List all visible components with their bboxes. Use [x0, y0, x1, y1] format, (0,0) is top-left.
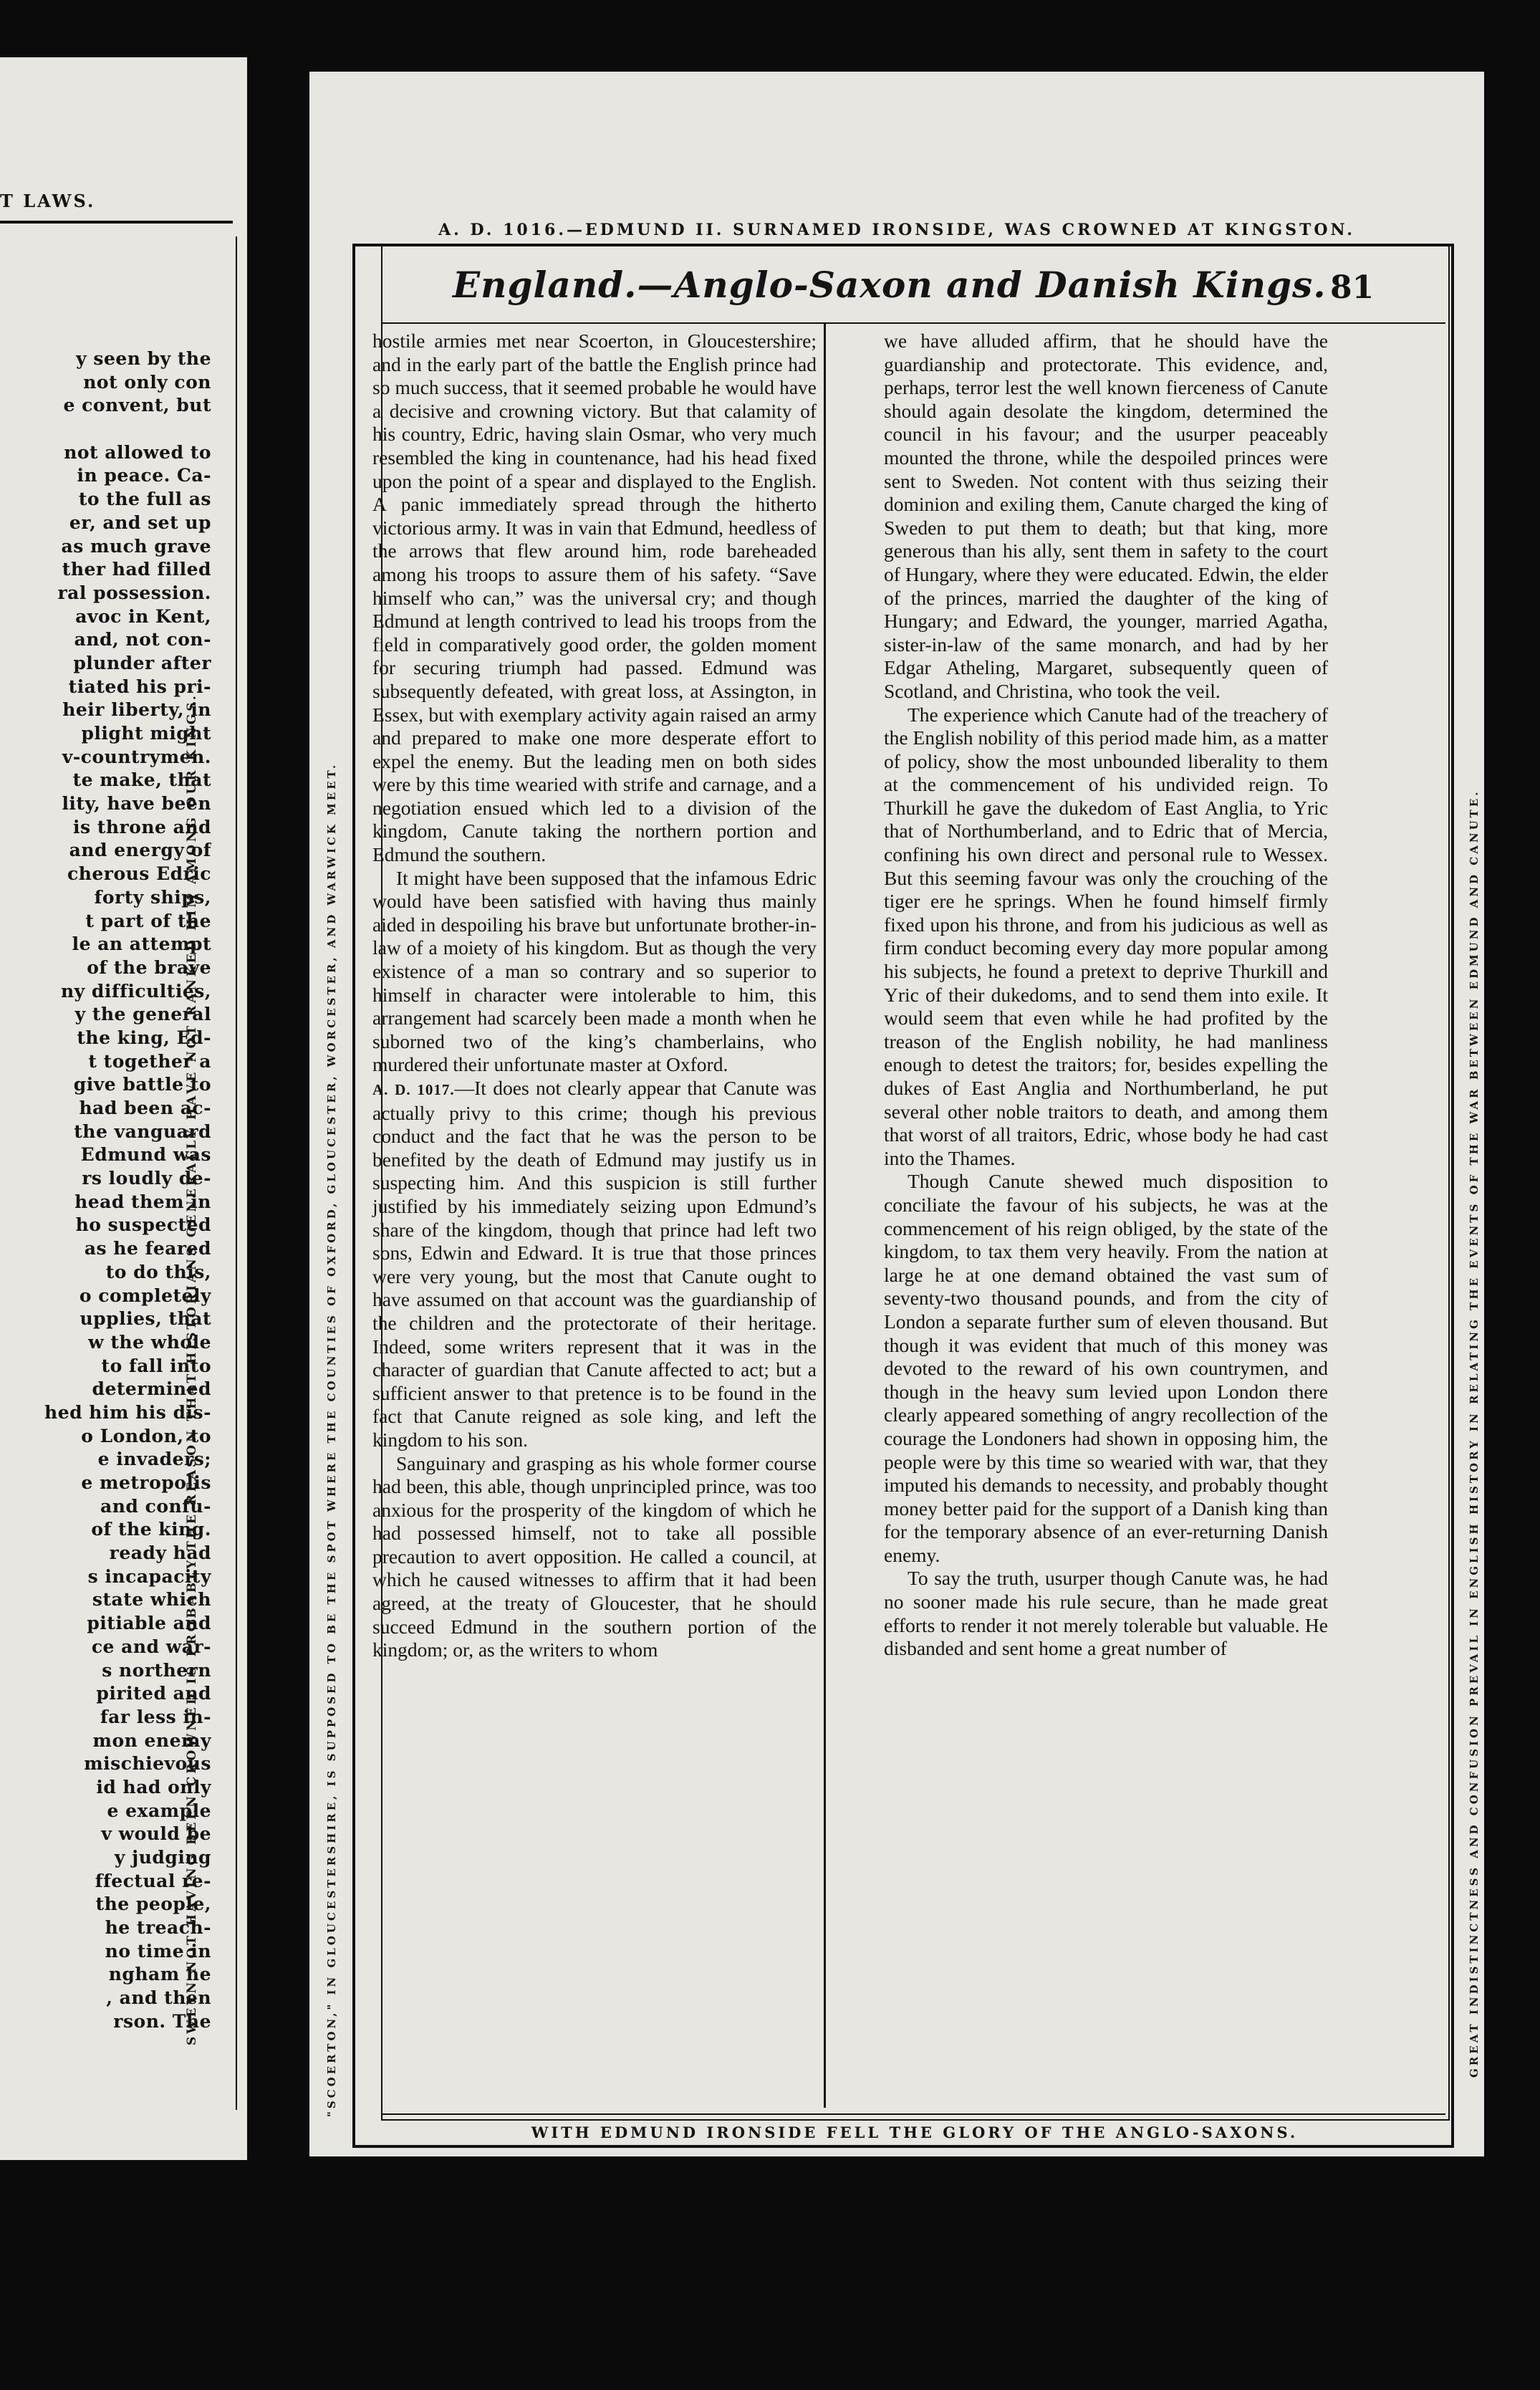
left-page-line: give battle to	[73, 1074, 211, 1095]
running-head-rule	[382, 322, 1445, 324]
left-page-line: hed him his dis-	[44, 1401, 211, 1423]
paragraph: Though Canute shewed much disposition to conciliate the favour of his subjects, he was at the commencement of his reign obliged, by the state of the kingdom, to tax them very heavily. From the nation at large he at one demand obtained the vast sum of seventy-two thousand pounds, and from the city of London a separate further sum of eleven thousand. But though it was evident that much of this money was devoted to the reward of his own countrymen, and though in the heavy sum levied upon London there clearly appeared something of angry recollection of the courage the Londoners had shown in opposing him, the people were by this time so wearied with war, that they imputed his demands to necessity, and probably thought money better paid for the support of a Danish king than for the temporary absence of an ever-returning Danish enemy.	[884, 1170, 1328, 1566]
left-page-line: ther had filled	[62, 559, 211, 580]
paragraph-dated	[372, 1077, 817, 1452]
left-page-line: ffectual re-	[95, 1870, 211, 1891]
left-page-line: mon enemy	[92, 1729, 211, 1751]
left-page-line: s northern	[102, 1659, 211, 1681]
left-page-line: is throne and	[73, 816, 211, 838]
left-page-line: and energy of	[69, 840, 211, 861]
bottom-rule	[382, 2113, 1445, 2115]
left-page-line: had been ac-	[79, 1098, 211, 1118]
paragraph: The experience which Canute had of the treachery of the English nobility of this period made him, as a matter of policy, show the most unbounded liberality to them at the commencement of his undivided reign. To Thurkill he gave the dukedom of East Anglia, to Yric that of Northumberland, and to Edric that of Mercia, confining his own direct and personal rule to Wessex. But this seeming favour was only the crouching of the tiger ere he springs. When he found himself firmly fixed upon his throne, and from his judicious as well as firm conduct becoming every day more popular among his subjects, he found a pretext to deprive Thurkill and Yric of their dukedoms, and to send them into exile. It would seem that even while he had profited by the treason of the English nobility, he had manliness enough to detest the traitors; for, besides expelling the dukes of East Anglia and Northumberland, he put several other noble traitors to death, and among them that worst of all traitors, Edric, whose body he had cast into the Thames.	[884, 703, 1328, 1169]
left-page-line: as much grave	[61, 535, 211, 557]
left-page-line: not only con	[83, 371, 211, 393]
text-column-left	[372, 330, 817, 1662]
left-page-frame-line	[236, 236, 237, 2110]
left-page-line: not allowed to	[64, 441, 211, 463]
left-page-line: in peace. Ca-	[77, 465, 211, 486]
side-note-left: "SCOERTON," IN GLOUCESTERSHIRE, IS SUPPOSED TO BE THE SPOT WHERE THE COUNTIES OF OXFORD, GLOUCESTER, WORCESTER, AND WARWICK MEET.	[325, 762, 338, 2117]
left-page-line: o completely	[79, 1285, 211, 1306]
left-page-line: to the full as	[78, 489, 211, 510]
left-page-line	[39, 418, 211, 441]
left-page-line: mischievous	[84, 1753, 211, 1775]
left-page-line: to fall into	[101, 1355, 211, 1376]
left-page-line: of the brave	[87, 956, 211, 978]
left-page-line: s incapacity	[87, 1565, 211, 1587]
left-page-line: , and then	[106, 1987, 211, 2009]
left-page-line: ral possession.	[57, 582, 211, 603]
left-page-line: ny difficulties,	[60, 980, 211, 1002]
left-page-line: y judging	[114, 1847, 211, 1868]
left-page-line: e convent, but	[63, 395, 211, 416]
left-page-line: e metropolis	[81, 1472, 211, 1493]
left-page-line: and, not con-	[74, 629, 211, 651]
left-page-header: T LAWS.	[0, 191, 96, 211]
left-page-line: e invaders;	[97, 1449, 211, 1470]
left-page-line: t together a	[88, 1050, 211, 1072]
year-marker: A. D. 1017.	[372, 1081, 455, 1098]
left-page-line: avoc in Kent,	[75, 605, 211, 627]
left-page-line: ho suspected	[75, 1214, 211, 1236]
left-page-side-note: SWEYN NOT HAVING BEEN CROWNED IS PROBABLY THE REASON THAT HISTORIANS GENERALLY HAVE NOT RANKED HIM AMONG OUR KINGS.	[185, 693, 199, 2045]
left-page-line: heir liberty, in	[62, 699, 211, 721]
running-head: England.—Anglo-Saxon and Danish Kings.	[453, 264, 1327, 306]
left-page-line: w the whole	[88, 1331, 211, 1353]
left-page-line: to do this,	[105, 1261, 211, 1282]
left-page-line: head them in	[74, 1191, 211, 1212]
left-page-text-column	[39, 347, 211, 2034]
paragraph: hostile armies met near Scoerton, in Gloucestershire; and in the early part of the battle the English prince had so much success, that it seemed probable he would have a decisive and crowning victory. But that calamity of his country, Edric, having slain Osmar, who very much resembled the king in countenance, had his head fixed upon the point of a spear and displayed to the English. A panic immediately spread through the hitherto victorious army. It was in vain that Edmund, heedless of the arrows that flew around him, rode bareheaded among his troops to assure them of his safety. “Save himself who can,” was the universal cry; and though Edmund at length contrived to lead his troops from the field in comparatively good order, the golden moment for securing triumph had passed. Edmund was subsequently defeated, with great loss, at Assington, in Essex, but with exemplary activity again raised an army and prepared to make one more desperate effort to expel the enemy. But the leading men on both sides were by this time wearied with strife and carnage, and a negotiation ensued which led to a division of the kingdom, Canute taking the northern portion and Edmund the southern.	[372, 330, 817, 866]
left-page-line: determined	[92, 1378, 211, 1400]
left-page-line: rson. The	[113, 2010, 211, 2032]
left-page-line: plight might	[81, 723, 211, 744]
left-page-line: lity, have been	[62, 793, 211, 815]
main-page	[309, 72, 1484, 2156]
left-page-line: y the general	[74, 1004, 211, 1025]
left-page-line: le an attempt	[72, 934, 211, 955]
left-page-line: forty ships,	[94, 886, 211, 908]
left-page-line: t part of the	[85, 910, 211, 931]
left-page-line: rs loudly de-	[82, 1168, 211, 1189]
side-note-right: GREAT INDISTINCTNESS AND CONFUSION PREVAIL IN ENGLISH HISTORY IN RELATING THE EVENTS OF THE WAR BETWEEN EDMUND AND CANUTE.	[1468, 789, 1481, 2078]
left-page-line: and confu-	[100, 1495, 211, 1517]
left-page-fragment	[0, 57, 247, 2160]
left-page-line: ce and war-	[91, 1636, 211, 1657]
paragraph: To say the truth, usurper though Canute was, he had no sooner made his rule secure, than he made great efforts to render it not merely tolerable but valuable. He disbanded and sent home a great number of	[884, 1567, 1328, 1660]
left-page-line: plunder after	[73, 652, 211, 673]
left-page-line: id had only	[96, 1776, 211, 1798]
left-page-line: y seen by the	[76, 348, 211, 369]
left-page-line: te make, that	[72, 769, 211, 791]
paragraph: Sanguinary and grasping as his whole former course had been, this able, though unprincipled prince, was too anxious for the prosperity of the kingdom of which he had possessed himself, not to take all possible precaution to avert opposition. He called a council, at which he caused witnesses to affirm that it had been agreed, at the treaty of Gloucester, that he should succeed Edmund in the southern portion of the kingdom; or, as the writers to whom	[372, 1451, 817, 1661]
left-page-line: he treach-	[105, 1917, 211, 1939]
left-page-line: state which	[92, 1589, 211, 1611]
left-page-line: ngham he	[108, 1964, 211, 1985]
left-page-line: the people,	[95, 1894, 211, 1915]
left-page-line: as he feared	[84, 1238, 211, 1259]
left-page-line: e example	[107, 1800, 211, 1821]
left-page-line: far less in-	[100, 1706, 211, 1727]
paragraph-text: —It does not clearly appear that Canute was actually privy to this crime; though his previous conduct and the fact that he was the person to be benefited by the death of Edmund may justify us in suspecting him. And this suspicion is still further justified by his immediately seizing upon Edmund’s share of the kingdom, though that prince had left two sons, Edwin and Edward. It is true that those princes were very young, but the most that Canute ought to have assumed on that account was the guardianship of the children and the protectorate of their heritage. Indeed, some writers represent that it was in the character of guardian that Canute affected to act; but a sufficient answer to that pretence is to be found in the fact that Canute reigned as sole king, and left the kingdom to his son.	[372, 1077, 817, 1451]
left-page-line: v would be	[101, 1823, 211, 1845]
text-column-right	[884, 330, 1328, 1661]
page-number: 81	[1330, 269, 1375, 306]
left-page-header-rule	[0, 221, 233, 224]
left-page-line: upplies, that	[80, 1308, 211, 1330]
left-page-line: the king, Ed-	[77, 1027, 211, 1048]
left-page-line: no time in	[105, 1940, 211, 1962]
left-page-line: ready had	[109, 1542, 211, 1564]
left-page-line: cherous Edric	[67, 863, 211, 885]
left-page-line: tiated his pri-	[68, 676, 211, 697]
bottom-banner: WITH EDMUND IRONSIDE FELL THE GLORY OF THE ANGLO-SAXONS.	[531, 2123, 1299, 2141]
paragraph: It might have been supposed that the infamous Edric would have been satisfied with having thus mainly aided in despoiling his brave but unfortunate brother-in-law of a moiety of his kingdom. But as though the very existence of a man so contrary and so superior to himself in character were intolerable to him, this arrangement had scarcely been made a month when he suborned two of the king’s chamberlains, who murdered their unfortunate master at Oxford.	[372, 866, 817, 1076]
left-page-line: of the king.	[91, 1519, 211, 1540]
top-banner: A. D. 1016.—EDMUND II. SURNAMED IRONSIDE, WAS CROWNED AT KINGSTON.	[438, 221, 1355, 239]
left-page-line: Edmund was	[80, 1144, 211, 1166]
left-page-line: o London, to	[81, 1425, 211, 1446]
left-page-line: er, and set up	[69, 512, 211, 533]
left-page-line: v-countrymen.	[62, 746, 211, 767]
paragraph: we have alluded affirm, that he should have the guardianship and protectorate. This evidence, and, perhaps, terror lest the well known fierceness of Canute should again desolate the kingdom, determined the council in his favour; and the usurper peaceably mounted the throne, while the despoiled princes were sent to Sweden. Not content with thus seizing their dominion and exiling them, Canute charged the king of Sweden to put them to death; but that king, more generous than his ally, sent them in safety to the court of Hungary, where they were educated. Edwin, the elder of the princes, married the daughter of the king of Hungary; and Edward, the younger, married Agatha, sister-in-law of the same monarch, and had by her Edgar Atheling, Margaret, subsequently queen of Scotland, and Christina, who took the veil.	[884, 330, 1328, 702]
left-page-line: the vanguard	[74, 1120, 211, 1142]
column-divider	[824, 324, 826, 2108]
left-page-line: pirited and	[96, 1683, 211, 1704]
left-page-line: pitiable and	[87, 1613, 211, 1634]
